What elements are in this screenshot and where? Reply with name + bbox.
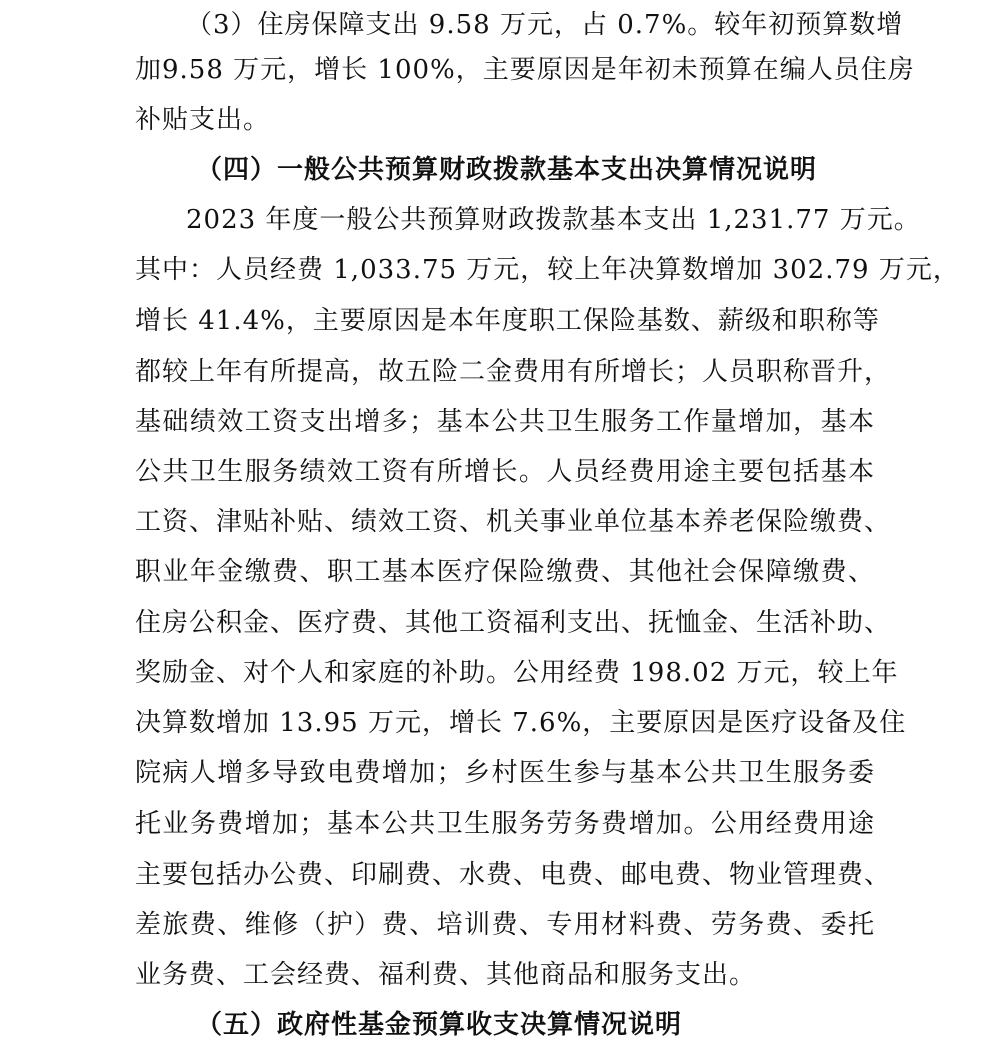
text-line: 主要包括办公费、印刷费、水费、电费、邮电费、物业管理费、 [135, 860, 892, 890]
text-line: 其中：人员经费 1,033.75 万元，较上年决算数增加 302.79 万元， [135, 255, 960, 285]
text-line: 差旅费、维修（护）费、培训费、专用材料费、劳务费、委托 [135, 910, 875, 940]
text-line: 增长 41.4%，主要原因是本年度职工保险基数、薪级和职称等 [135, 306, 880, 336]
text-line: 职业年金缴费、职工基本医疗保险缴费、其他社会保障缴费、 [135, 557, 875, 587]
text-line: 工资、津贴补贴、绩效工资、机关事业单位基本养老保险缴费、 [135, 507, 892, 537]
text-line: 都较上年有所提高，故五险二金费用有所增长；人员职称晋升， [135, 357, 892, 387]
text-line: 公共卫生服务绩效工资有所增长。人员经费用途主要包括基本 [135, 457, 875, 487]
text-line: 基础绩效工资支出增多；基本公共卫生服务工作量增加，基本 [135, 407, 875, 437]
text-line: 奖励金、对个人和家庭的补助。公用经费 198.02 万元，较上年 [135, 658, 899, 688]
text-line: 业务费、工会经费、福利费、其他商品和服务支出。 [135, 960, 757, 990]
text-line: 院病人增多导致电费增加；乡村医生参与基本公共卫生服务委 [135, 758, 875, 788]
text-line: （3）住房保障支出 9.58 万元，占 0.7%。较年初预算数增 [186, 10, 904, 40]
text-line: 住房公积金、医疗费、其他工资福利支出、抚恤金、生活补助、 [135, 608, 892, 638]
section-heading: （五）政府性基金预算收支决算情况说明 [196, 1010, 683, 1040]
text-line: 托业务费增加；基本公共卫生服务劳务费增加。公用经费用途 [135, 809, 875, 839]
text-line: 加9.58 万元，增长 100%，主要原因是年初未预算在编人员住房 [135, 55, 915, 85]
section-heading: （四）一般公共预算财政拨款基本支出决算情况说明 [196, 155, 818, 185]
text-line: 补贴支出。 [135, 105, 271, 135]
text-line: 2023 年度一般公共预算财政拨款基本支出 1,231.77 万元。 [186, 205, 921, 235]
text-line: 决算数增加 13.95 万元，增长 7.6%，主要原因是医疗设备及住 [135, 708, 907, 738]
